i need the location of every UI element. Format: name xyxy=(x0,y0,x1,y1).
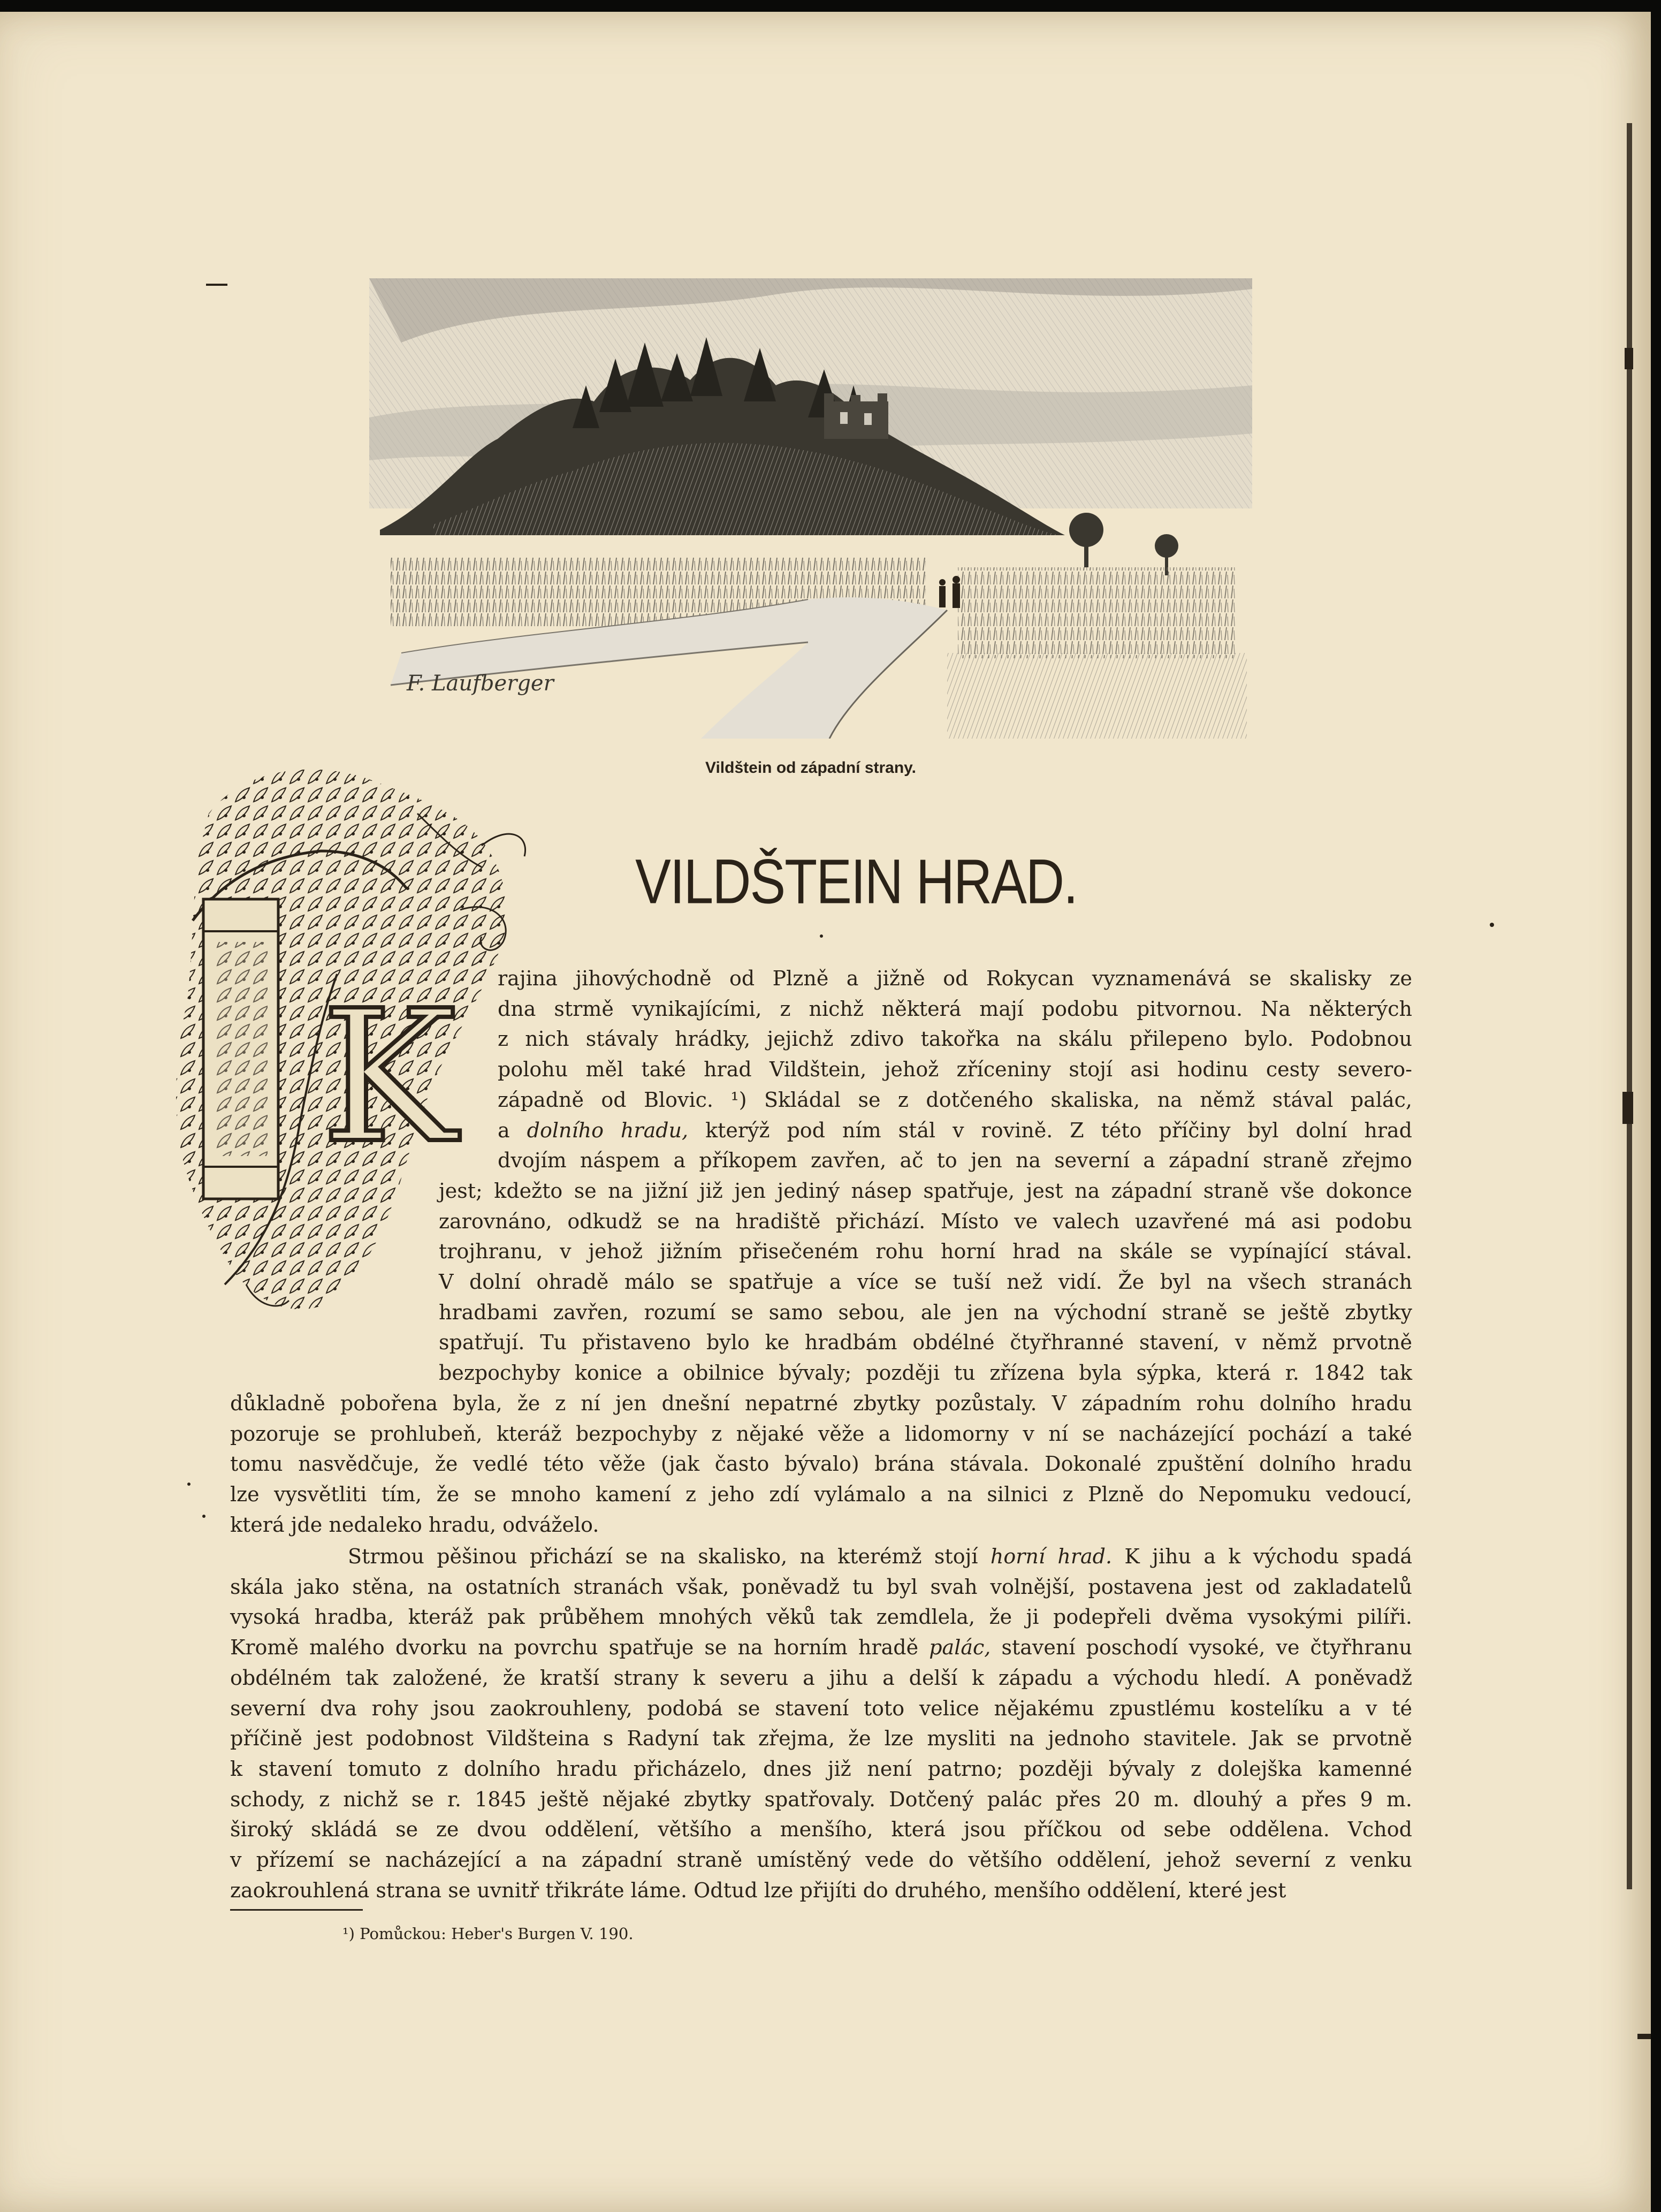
text-run: která jde nedaleko hradu, odváželo. xyxy=(230,1512,599,1537)
text-run: zarovnáno, odkudž se na hradiště přichází. Místo ve valech uzavřené má asi podobu xyxy=(439,1209,1412,1233)
text-run: hradbami zavřen, rozumí se samo sebou, ale jen na východní straně se ještě zbytky xyxy=(439,1300,1412,1324)
text-run: kterýž pod ním stál v rovině. Z této příčiny byl dolní hrad xyxy=(688,1118,1412,1142)
paper-speck xyxy=(187,1483,191,1486)
text-line xyxy=(439,1297,1412,1327)
text-run: z nich stávaly hrádky, jejichž zdivo takořka na skálu přilepeno bylo. Podobnou xyxy=(498,1027,1412,1051)
text-run: a xyxy=(498,1118,527,1142)
text-line xyxy=(230,1663,1412,1693)
text-run: spatřují. Tu přistaveno bylo ke hradbám obdélné čtyřhranné stavení, v němž prvotně xyxy=(439,1331,1412,1355)
text-run: trojhranu, v jehož jižním přisečeném rohu horní hrad na skále se vypínající stával. xyxy=(439,1240,1412,1264)
text-run: obdélném tak založené, že kratší strany k severu a jihu a delší k západu a východu hledí. A poněvadž xyxy=(230,1666,1412,1690)
text-line xyxy=(498,1054,1412,1084)
text-line xyxy=(230,1572,1412,1602)
text-line xyxy=(230,1449,1412,1479)
italic-term: dolního hradu, xyxy=(527,1118,689,1142)
text-line xyxy=(439,1176,1412,1206)
text-line xyxy=(230,1875,1412,1905)
text-run: v přízemí se nacházející a na západní straně umístěný vede do většího oddělení, jehož severní z venku xyxy=(230,1848,1412,1872)
text-line xyxy=(439,1236,1412,1266)
castle-ruin-landscape-icon xyxy=(369,278,1252,739)
text-line xyxy=(230,1754,1412,1784)
text-line xyxy=(348,1541,1412,1571)
text-run: důkladně pobořena byla, že z ní jen dnešní nepatrné zbytky pozůstaly. V západním rohu dolního hradu xyxy=(230,1391,1412,1415)
text-line xyxy=(230,1632,1412,1662)
footnote-rule xyxy=(230,1909,363,1911)
title-ornament-dot xyxy=(820,934,823,938)
figure-caption: Vildštein od západní strany. xyxy=(705,759,916,777)
paper-speck xyxy=(202,1515,205,1518)
italic-term: palác, xyxy=(929,1636,991,1660)
text-run: schody, z nichž se r. 1845 ještě nějaké zbytky spatřovaly. Dotčený palác přes 20 m. dlouhý a přes 9 m. xyxy=(230,1787,1412,1811)
page-edge-mark xyxy=(1625,348,1633,369)
text-line xyxy=(230,1693,1412,1723)
text-run: bezpochyby konice a obilnice bývaly; později tu zřízena byla sýpka, která r. 1842 tak xyxy=(439,1361,1412,1385)
text-run: severní dva rohy jsou zaokrouhleny, podobá se stavení toto velice nějakému zpustlému kostelíku a v té xyxy=(230,1696,1412,1720)
text-line xyxy=(230,1479,1412,1509)
text-run: jest; kdežto se na jižní již jen jediný násep spatřuje, jest na západní straně vše dokonce xyxy=(439,1179,1412,1203)
page-edge-mark xyxy=(1622,1092,1633,1124)
italic-term: horní hrad. xyxy=(990,1545,1113,1568)
text-run: tomu nasvědčuje, že vedlé této věže (jak často bývalo) brána stávala. Dokonalé zpuštění dolního hradu xyxy=(230,1452,1412,1476)
text-line xyxy=(498,963,1412,993)
article-title: VILDŠTEIN HRAD. xyxy=(635,846,1077,917)
text-run: dvojím náspem a příkopem zavřen, ač to jen na severní a západní straně zřejmo xyxy=(498,1149,1412,1173)
text-run: lze vysvětliti tím, že se mnoho kamení z jeho zdí vylámalo a na silnici z Plzně do Nepomuku vedoucí, xyxy=(230,1482,1412,1506)
text-line xyxy=(498,1085,1412,1115)
text-run: dna strmě vynikajícími, z nichž některá mají podobu pitvornou. Na některých xyxy=(498,997,1412,1021)
text-run: polohu měl také hrad Vildštein, jehož zříceniny stojí asi hodinu cesty severo- xyxy=(498,1058,1412,1082)
text-run: V dolní ohradě málo se spatřuje a více se tuší než vidí. Že byl na všech stranách xyxy=(439,1270,1412,1294)
text-run: vysoká hradba, kteráž pak průběhem mnohých věků tak zemdlela, že ji podepřeli dvěma vysokými pilíři. xyxy=(230,1605,1412,1629)
text-line xyxy=(439,1327,1412,1357)
text-line xyxy=(230,1602,1412,1632)
text-line xyxy=(230,1419,1412,1449)
paper-speck xyxy=(1490,923,1494,927)
text-line xyxy=(498,1024,1412,1054)
text-line xyxy=(230,1723,1412,1753)
text-run: široký skládá se ze dvou oddělení, většího a menšího, která jsou příčkou od sebe oddělena. Vchod xyxy=(230,1818,1412,1842)
page-edge-shadow xyxy=(1627,123,1632,1889)
text-line xyxy=(439,1206,1412,1236)
text-line xyxy=(498,1115,1412,1145)
text-run: k stavení tomuto z dolního hradu přicházelo, dnes již není patrno; později bývaly z dolejška kamenné xyxy=(230,1757,1412,1781)
text-run: zaokrouhlená strana se uvnitř třikráte láme. Odtud lze přijíti do druhého, menšího oddělení, které jest xyxy=(230,1878,1286,1902)
text-line xyxy=(230,1510,1412,1540)
text-run: příčině jest podobnost Vildšteina s Radyní tak zřejma, že lze mysliti na jednoho stavitele. Jak se prvotně xyxy=(230,1727,1412,1751)
page-edge-mark xyxy=(206,284,227,286)
text-line xyxy=(498,994,1412,1024)
text-run: Strmou pěšinou přichází se na skalisko, na kterémž stojí xyxy=(348,1545,990,1568)
text-line xyxy=(439,1358,1412,1388)
text-line xyxy=(439,1267,1412,1297)
text-run: pozoruje se prohlubeň, kteráž bezpochyby z nějaké věže a lidomorny v ní se nacházející pochází a také xyxy=(230,1422,1412,1446)
text-line xyxy=(498,1145,1412,1175)
text-run: západně od Blovic. ¹) Skládal se z dotčeného skaliska, na němž stával palác, xyxy=(498,1088,1412,1112)
text-run: K jihu a k východu spadá xyxy=(1112,1545,1412,1568)
footnote: ¹) Pomůckou: Heber's Burgen V. 190. xyxy=(342,1925,634,1943)
artist-signature: F. Laufberger xyxy=(407,671,554,696)
text-line xyxy=(230,1845,1412,1875)
text-line xyxy=(230,1388,1412,1418)
text-line xyxy=(230,1814,1412,1844)
text-run: stavení poschodí vysoké, ve čtyřhranu xyxy=(990,1636,1412,1660)
text-run: skála jako stěna, na ostatních stranách však, poněvadž tu byl svah volnější, postavena jest od zakladatelů xyxy=(230,1575,1412,1599)
page-edge-mark xyxy=(1637,2034,1651,2039)
text-run: rajina jihovýchodně od Plzně a jižně od Rokycan vyznamenává se skalisky ze xyxy=(498,967,1412,990)
text-line xyxy=(230,1784,1412,1814)
initial-letter: K xyxy=(321,971,458,1183)
text-run: Kromě malého dvorku na povrchu spatřuje se na horním hradě xyxy=(230,1636,929,1660)
